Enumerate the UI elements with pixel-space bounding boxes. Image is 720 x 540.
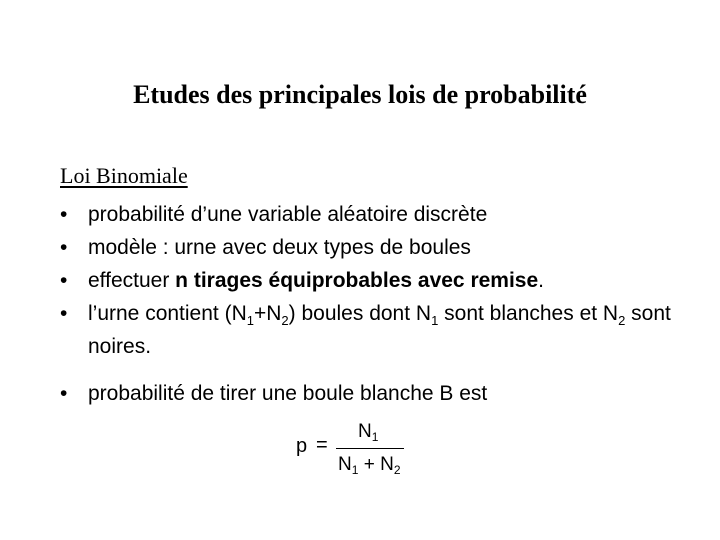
bullet-text: probabilité de tirer une boule blanche B est [88,382,488,405]
denominator-var2: N [380,454,394,475]
fraction-bar [336,448,404,449]
subscript: 2 [618,313,626,328]
section-heading: Loi Binomiale [60,163,188,188]
bullet-marker: • [60,382,68,405]
subscript: 1 [246,313,254,328]
formula-equals: = [316,434,328,456]
bullet-text-bold: n tirages équiprobables avec remise [175,269,539,292]
subscript: 2 [281,313,289,328]
numerator-sub: 1 [371,430,379,444]
bullet-text-before: effectuer [88,269,176,292]
bullet-text-part: sont blanches et N [438,302,619,325]
bullet-item [60,297,700,363]
formula-denominator [338,454,401,476]
bullet-text: modèle : urne avec deux types de boules [88,236,471,259]
numerator-var: N [358,421,372,442]
bullet-item [60,231,700,264]
bullet-text: probabilité d’une variable aléatoire discrète [88,203,488,226]
bullet-list [60,198,700,410]
bullet-marker: • [60,203,68,226]
bullet-item [60,377,700,410]
bullet-marker: • [60,269,68,292]
subscript: 1 [431,313,439,328]
bullet-item [60,198,700,231]
bullet-marker: • [60,236,68,259]
denominator-op: + [358,454,381,475]
bullet-text-part: sont noires. [88,302,671,358]
denominator-sub1: 1 [351,463,359,477]
bullet-marker: • [60,302,68,325]
bullet-text-part: +N [253,302,282,325]
formula-lhs: p [296,435,308,457]
bullet-text-part: ) boules dont N [288,302,432,325]
slide-title: Etudes des principales lois de probabilité [133,80,587,109]
bullet-item [60,264,700,297]
bullet-text-after: . [538,269,545,292]
bullet-text-part: l’urne contient (N [88,302,247,325]
denominator-sub2: 2 [393,463,401,477]
formula-numerator [358,421,378,443]
probability-formula [296,420,416,480]
denominator-var1: N [338,454,352,475]
